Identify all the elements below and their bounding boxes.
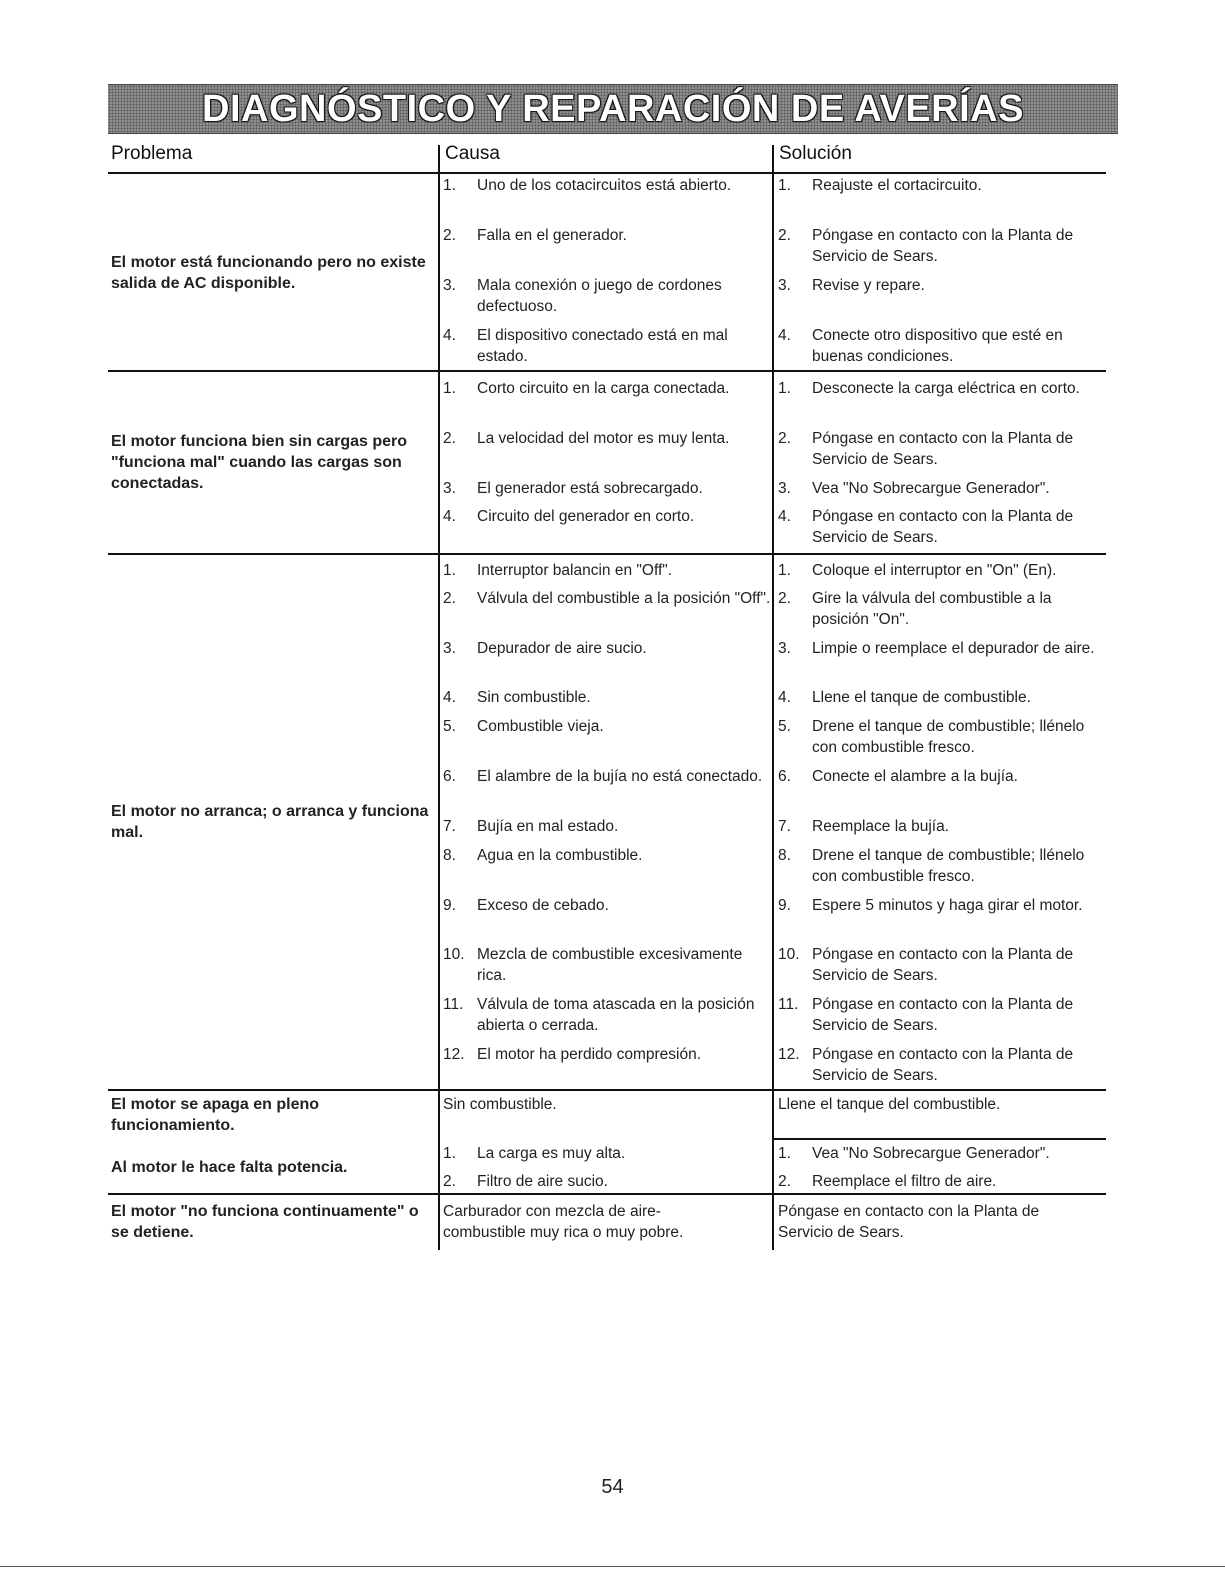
- item-text: El motor ha perdido compresión.: [477, 1046, 702, 1063]
- item-number: 10.: [443, 946, 465, 963]
- problem-cell: El motor está funcionando pero no existe salida de AC disponible.: [111, 254, 426, 292]
- item-text: Póngase en contacto con la Planta de Servicio de Sears.: [812, 996, 1074, 1034]
- item-text: Vea "No Sobrecargue Generador".: [812, 480, 1050, 497]
- item-text: Conecte otro dispositivo que esté en buenas condiciones.: [812, 327, 1063, 365]
- item-number: 2.: [778, 430, 791, 447]
- item-text: El generador está sobrecargado.: [477, 480, 703, 497]
- item-text: Espere 5 minutos y haga girar el motor.: [812, 897, 1083, 914]
- item-text: El alambre de la bujía no está conectado.: [477, 768, 763, 785]
- item-text: Drene el tanque de combustible; llénelo con combustible fresco.: [812, 718, 1085, 756]
- cause-text: Sin combustible.: [443, 1096, 557, 1113]
- problem-cell: El motor se apaga en pleno funcionamiento.: [111, 1096, 320, 1134]
- item-text: Sin combustible.: [477, 689, 591, 706]
- cause-text: Carburador con mezcla de aire-combustible muy rica o muy pobre.: [443, 1203, 684, 1241]
- item-text: Depurador de aire sucio.: [477, 640, 647, 657]
- item-number: 2.: [443, 430, 456, 447]
- item-text: Drene el tanque de combustible; llénelo con combustible fresco.: [812, 847, 1085, 885]
- item-number: 3.: [778, 640, 791, 657]
- row-rule: [772, 1138, 1106, 1140]
- header-problem: Problema: [111, 143, 193, 164]
- item-number: 8.: [443, 847, 456, 864]
- item-number: 1.: [778, 177, 791, 194]
- item-number: 6.: [443, 768, 456, 785]
- row-rule: [108, 1193, 1106, 1195]
- item-text: Interruptor balancin en "Off".: [477, 562, 673, 579]
- item-number: 1.: [778, 1145, 791, 1162]
- item-text: Reemplace la bujía.: [812, 818, 949, 835]
- item-number: 1.: [443, 380, 456, 397]
- item-number: 1.: [443, 1145, 456, 1162]
- item-number: 2.: [443, 1173, 456, 1190]
- item-text: Bujía en mal estado.: [477, 818, 619, 835]
- item-text: Póngase en contacto con la Planta de Servicio de Sears.: [812, 430, 1074, 468]
- item-number: 3.: [778, 277, 791, 294]
- item-number: 2.: [778, 227, 791, 244]
- item-number: 1.: [443, 562, 456, 579]
- item-text: Póngase en contacto con la Planta de Servicio de Sears.: [812, 946, 1074, 984]
- item-text: La carga es muy alta.: [477, 1145, 626, 1162]
- bottom-rule: [0, 1566, 1225, 1567]
- column-divider-cause: [438, 145, 440, 1250]
- row-rule: [108, 1089, 1106, 1091]
- item-text: Válvula de toma atascada en la posición abierta o cerrada.: [477, 996, 755, 1034]
- item-text: Conecte el alambre a la bujía.: [812, 768, 1018, 785]
- item-number: 3.: [443, 277, 456, 294]
- item-text: Uno de los cotacircuitos está abierto.: [477, 177, 732, 194]
- item-number: 4.: [778, 689, 791, 706]
- item-text: Coloque el interruptor en "On" (En).: [812, 562, 1057, 579]
- problem-cell: Al motor le hace falta potencia.: [111, 1159, 348, 1176]
- item-text: Combustible vieja.: [477, 718, 604, 735]
- item-number: 3.: [443, 640, 456, 657]
- item-number: 9.: [778, 897, 791, 914]
- item-text: Circuito del generador en corto.: [477, 508, 695, 525]
- item-text: Vea "No Sobrecargue Generador".: [812, 1145, 1050, 1162]
- item-text: Mezcla de combustible excesivamente rica.: [477, 946, 743, 984]
- item-text: Reemplace el filtro de aire.: [812, 1173, 997, 1190]
- item-number: 3.: [778, 480, 791, 497]
- solution-text: Llene el tanque del combustible.: [778, 1096, 1001, 1113]
- item-number: 4.: [778, 508, 791, 525]
- item-number: 9.: [443, 897, 456, 914]
- item-text: El dispositivo conectado está en mal estado.: [477, 327, 728, 365]
- item-number: 7.: [443, 818, 456, 835]
- header-solution: Solución: [779, 143, 852, 164]
- page-title: DIAGNÓSTICO Y REPARACIÓN DE AVERÍAS: [202, 88, 1024, 130]
- item-text: Desconecte la carga eléctrica en corto.: [812, 380, 1080, 397]
- item-number: 11.: [443, 996, 464, 1013]
- item-number: 5.: [778, 718, 791, 735]
- item-text: Revise y repare.: [812, 277, 925, 294]
- item-text: La velocidad del motor es muy lenta.: [477, 430, 730, 447]
- item-text: Exceso de cebado.: [477, 897, 609, 914]
- item-text: Falla en el generador.: [477, 227, 627, 244]
- item-number: 12.: [778, 1046, 800, 1063]
- item-text: Llene el tanque de combustible.: [812, 689, 1031, 706]
- item-number: 4.: [778, 327, 791, 344]
- item-text: Mala conexión o juego de cordones defectuoso.: [477, 277, 722, 315]
- item-number: 7.: [778, 818, 791, 835]
- item-number: 3.: [443, 480, 456, 497]
- item-number: 5.: [443, 718, 456, 735]
- item-number: 1.: [778, 562, 791, 579]
- item-text: Gire la válvula del combustible a la posición "On".: [812, 590, 1052, 628]
- item-number: 2.: [443, 590, 456, 607]
- item-text: Póngase en contacto con la Planta de Servicio de Sears.: [812, 227, 1074, 265]
- item-text: Póngase en contacto con la Planta de Servicio de Sears.: [812, 508, 1074, 546]
- item-text: Válvula del combustible a la posición "Off".: [477, 590, 771, 607]
- item-text: Póngase en contacto con la Planta de Servicio de Sears.: [812, 1046, 1074, 1084]
- solution-text: Póngase en contacto con la Planta de Servicio de Sears.: [778, 1203, 1040, 1241]
- item-number: 12.: [443, 1046, 465, 1063]
- item-number: 2.: [778, 1173, 791, 1190]
- problem-cell: El motor funciona bien sin cargas pero "funciona mal" cuando las cargas son conectadas.: [111, 433, 408, 492]
- problem-cell: El motor no arranca; o arranca y funciona mal.: [111, 803, 429, 841]
- item-number: 2.: [443, 227, 456, 244]
- page-number: 54: [601, 1476, 624, 1498]
- item-number: 1.: [443, 177, 456, 194]
- item-text: Limpie o reemplace el depurador de aire.: [812, 640, 1095, 657]
- row-rule: [108, 370, 1106, 372]
- row-rule: [108, 553, 1106, 555]
- problem-cell: El motor "no funciona continuamente" o se detiene.: [111, 1203, 419, 1241]
- item-number: 1.: [778, 380, 791, 397]
- item-number: 8.: [778, 847, 791, 864]
- item-text: Filtro de aire sucio.: [477, 1173, 608, 1190]
- header-rule: [108, 172, 1106, 174]
- item-text: Reajuste el cortacircuito.: [812, 177, 982, 194]
- item-text: Agua en la combustible.: [477, 847, 643, 864]
- item-text: Corto circuito en la carga conectada.: [477, 380, 730, 397]
- item-number: 11.: [778, 996, 799, 1013]
- item-number: 10.: [778, 946, 800, 963]
- item-number: 4.: [443, 508, 456, 525]
- header-cause: Causa: [445, 143, 500, 164]
- item-number: 4.: [443, 689, 456, 706]
- item-number: 4.: [443, 327, 456, 344]
- item-number: 2.: [778, 590, 791, 607]
- title-banner: [108, 84, 1118, 134]
- item-number: 6.: [778, 768, 791, 785]
